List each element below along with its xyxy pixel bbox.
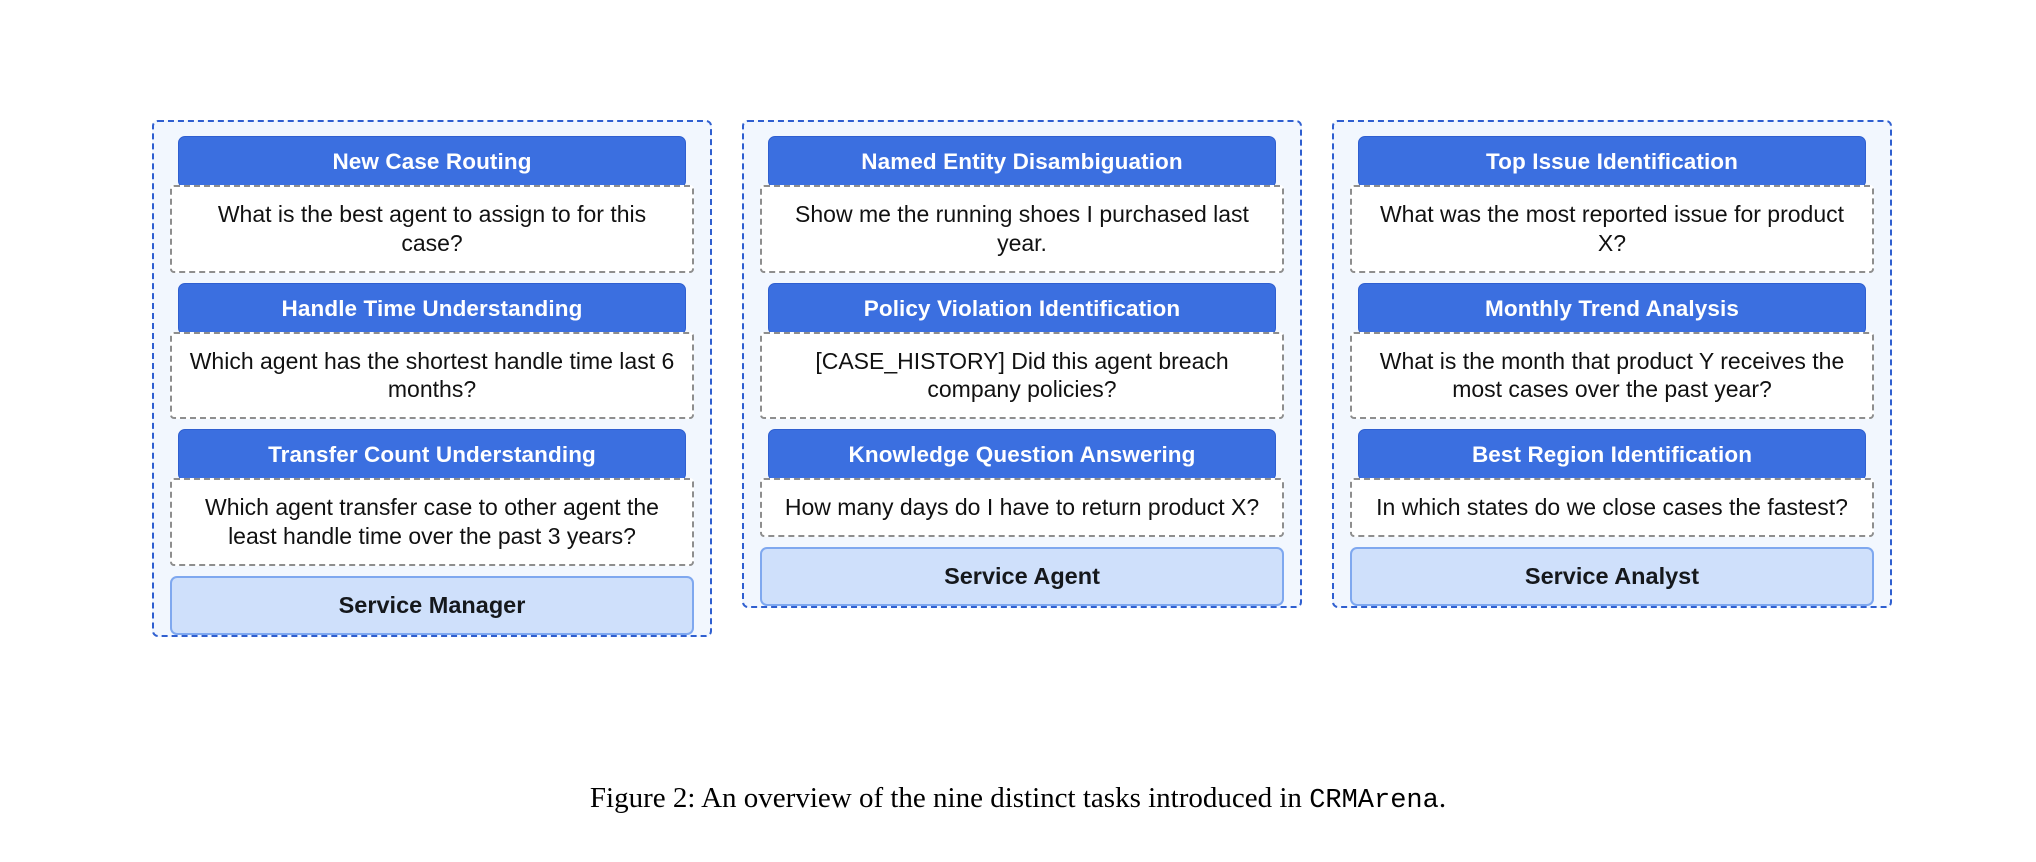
task-title: Best Region Identification (1358, 429, 1866, 481)
task-card (170, 429, 694, 566)
task-title: New Case Routing (178, 136, 686, 188)
task-card (1350, 429, 1874, 537)
task-example: What is the best agent to assign to for this case? (170, 185, 694, 273)
task-card (1350, 136, 1874, 273)
task-title: Monthly Trend Analysis (1358, 283, 1866, 335)
role-label-service-analyst: Service Analyst (1350, 547, 1874, 606)
task-card (1350, 283, 1874, 420)
task-example: Which agent transfer case to other agent the least handle time over the past 3 years? (170, 478, 694, 566)
task-title: Transfer Count Understanding (178, 429, 686, 481)
task-title: Top Issue Identification (1358, 136, 1866, 188)
column-service-agent (742, 120, 1302, 608)
task-card (760, 283, 1284, 420)
task-example: How many days do I have to return product X? (760, 478, 1284, 537)
column-service-manager (152, 120, 712, 637)
task-example: In which states do we close cases the fastest? (1350, 478, 1874, 537)
caption-text: An overview of the nine distinct tasks introduced in (701, 782, 1302, 814)
task-title: Named Entity Disambiguation (768, 136, 1276, 188)
task-example: Which agent has the shortest handle time last 6 months? (170, 332, 694, 420)
caption-benchmark-name: CRMArena (1309, 786, 1439, 816)
task-example: [CASE_HISTORY] Did this agent breach company policies? (760, 332, 1284, 420)
task-title: Handle Time Understanding (178, 283, 686, 335)
task-card (170, 136, 694, 273)
task-card (760, 136, 1284, 273)
task-example: What is the month that product Y receives the most cases over the past year? (1350, 332, 1874, 420)
task-card (170, 283, 694, 420)
caption-suffix: . (1438, 782, 1447, 814)
task-columns (152, 120, 1892, 637)
role-label-service-agent: Service Agent (760, 547, 1284, 606)
task-title: Policy Violation Identification (768, 283, 1276, 335)
figure-caption (0, 782, 2036, 816)
column-service-analyst (1332, 120, 1892, 608)
task-example: Show me the running shoes I purchased last year. (760, 185, 1284, 273)
task-card (760, 429, 1284, 537)
task-title: Knowledge Question Answering (768, 429, 1276, 481)
task-example: What was the most reported issue for product X? (1350, 185, 1874, 273)
caption-prefix: Figure 2: (589, 782, 696, 814)
role-label-service-manager: Service Manager (170, 576, 694, 635)
